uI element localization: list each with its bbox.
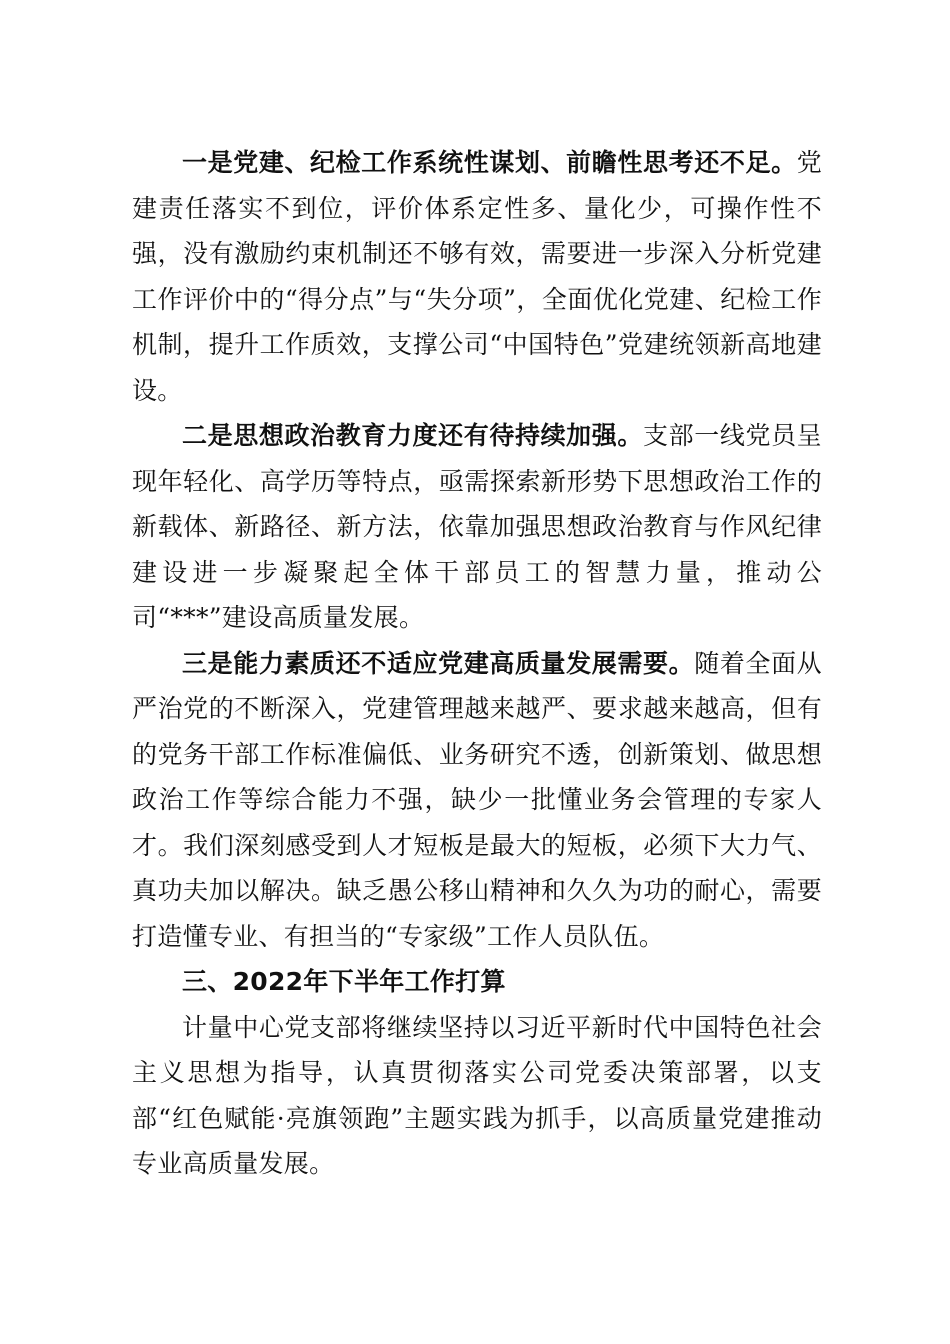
paragraph-1-body: 党建责任落实不到位，评价体系定性多、量化少，可操作性不强，没有激励约束机制还不够有效，需要进一步深入分析党建工作评价中的“得分点”与“失分项”，全面优化党建、纪检工作机制，提升工作质效，支撑公司“中国特色”党建统领新高地建设。 [132, 148, 822, 405]
paragraph-1 [132, 140, 822, 413]
closing-paragraph: 计量中心党支部将继续坚持以习近平新时代中国特色社会主义思想为指导，认真贯彻落实公司党委决策部署，以支部“红色赋能·亮旗领跑”主题实践为抓手，以高质量党建推动专业高质量发展。 [132, 1012, 822, 1178]
paragraph-3-lead: 三是能力素质还不适应党建高质量发展需要。 [182, 648, 695, 678]
paragraph-2 [132, 413, 822, 641]
paragraph-2-body: 支部一线党员呈现年轻化、高学历等特点，亟需探索新形势下思想政治工作的新载体、新路径、新方法，依靠加强思想政治教育与作风纪律建设进一步凝聚起全体干部员工的智慧力量，推动公司“***”建设高质量发展。 [132, 421, 822, 632]
paragraph-3 [132, 641, 822, 960]
paragraph-1-lead: 一是党建、纪检工作系统性谋划、前瞻性思考还不足。 [182, 148, 797, 177]
document-body [132, 140, 822, 1187]
paragraph-2-lead: 二是思想政治教育力度还有待持续加强。 [182, 421, 644, 450]
paragraph-3-body: 随着全面从严治党的不断深入，党建管理越来越严、要求越来越高，但有的党务干部工作标准偏低、业务研究不透，创新策划、做思想政治工作等综合能力不强，缺少一批懂业务会管理的专家人才。我们深刻感受到人才短板是最大的短板，必须下大力气、真功夫加以解决。缺乏愚公移山精神和久久为功的耐心，需要打造懂专业、有担当的“专家级”工作人员队伍。 [132, 648, 822, 951]
section-heading: 三、2022年下半年工作打算 [182, 967, 506, 996]
